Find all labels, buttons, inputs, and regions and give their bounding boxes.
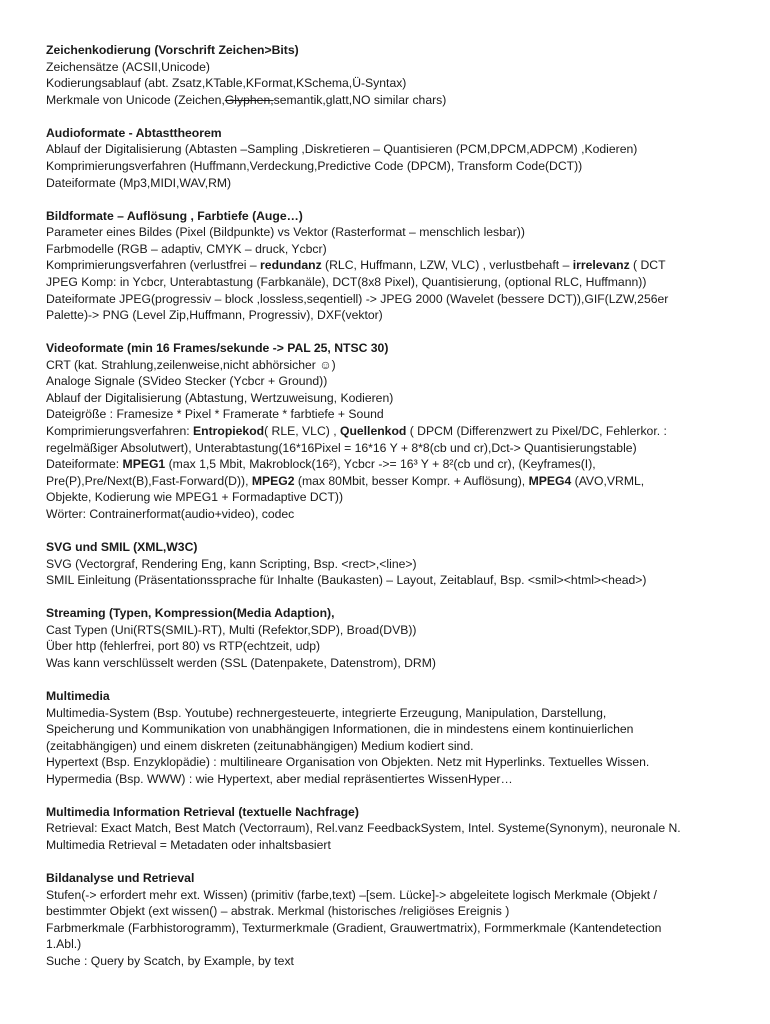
text-line: Ablauf der Digitalisierung (Abtastung, Wertzuweisung, Kodieren) [46,390,394,405]
section-heading: Multimedia Information Retrieval (textuelle Nachfrage) [46,804,359,819]
text-line: Speicherung und Kommunikation von unabhängigen Informationen, die in mindestens einem kontinuierlichen [46,722,634,737]
text-line: CRT (kat. Strahlung,zeilenweise,nicht abhörsicher ☺) [46,357,336,372]
text-line: JPEG Komp: in Ycbcr, Unterabtastung (Farbkanäle), DCT(8x8 Pixel), Quantisierung, (optional RLC, Huffmann)) [46,274,647,289]
section-heading: Bildformate – Auflösung , Farbtiefe (Auge…) [46,208,303,223]
text-line: Dateiformate JPEG(progressiv – block ,lossless,seqentiell) -> JPEG 2000 (Wavelet (bessere DCT)),GIF(LZW,256er [46,291,669,306]
text-line: Multimedia Retrieval = Metadaten oder inhaltsbasiert [46,838,331,853]
text-line: Cast Typen (Uni(RTS(SMIL)-RT), Multi (Refektor,SDP), Broad(DVB)) [46,622,417,637]
section-heading: Bildanalyse und Retrieval [46,871,195,886]
text-span: (max 80Mbit, besser Kompr. + Auflösung), [294,473,529,488]
strikethrough-text: Glyphen, [224,92,274,107]
text-line: Multimedia-System (Bsp. Youtube) rechnergesteuerte, integrierte Erzeugung, Manipulation, Darstellung, [46,705,607,720]
text-span: Dateiformate: [46,457,123,472]
text-span: ( RLE, VLC) , [264,424,340,439]
bold-term: Quellenkod [339,424,407,439]
text-line: Hypermedia (Bsp. WWW) : wie Hypertext, aber medial repräsentiertes WissenHyper… [46,771,513,786]
text-line: (zeitabhängigen) und einem diskreten (zeitunabhängigen) Medium kodiert sind. [46,738,474,753]
text-line: Hypertext (Bsp. Enzyklopädie) : multilineare Organisation von Objekten. Netz mit Hyperlinks. Textuelles Wissen. [46,755,650,770]
section-bildformate [46,208,740,324]
text-span: semantik,glatt,NO similar chars) [273,92,447,107]
section-heading: SVG und SMIL (XML,W3C) [46,540,198,554]
section-audioformate [46,125,740,191]
text-line: Zeichensätze (ACSII,Unicode) [46,59,210,74]
text-line: Wörter: Contrainerformat(audio+video), codec [46,507,295,522]
text-line: Suche : Query by Scatch, by Example, by text [46,954,294,969]
text-line [46,473,740,490]
text-span: Komprimierungsverfahren: [46,424,193,439]
text-line: Palette)-> PNG (Level Zip,Huffmann, Progressiv), DXF(vektor) [46,308,383,323]
text-line: Retrieval: Exact Match, Best Match (Vectorraum), Rel.vanz FeedbackSystem, Intel. Systeme(Synonym), neuronale N. [46,821,681,836]
text-span: ( DPCM (Differenzwert zu Pixel/DC, Fehlerkor. : [406,424,667,439]
bold-term: irrelevanz [572,258,630,273]
bold-term: Entropiekod [193,424,265,439]
text-line: Dateigröße : Framesize * Pixel * Framerate * farbtiefe + Sound [46,407,384,422]
section-streaming [46,605,740,671]
section-videoformate [46,340,740,523]
section-heading: Videoformate (min 16 Frames/sekunde -> PAL 25, NTSC 30) [46,341,389,356]
text-span: (RLC, Huffmann, LZW, VLC) , verlustbehaft – [321,258,573,273]
text-line: 1.Abl.) [46,937,82,952]
text-line: Komprimierungsverfahren (Huffmann,Verdeckung,Predictive Code (DPCM), Transform Code(DCT)) [46,158,583,173]
section-heading: Streaming (Typen, Kompression(Media Adaption), [46,606,335,621]
text-line [46,92,740,109]
bold-term: MPEG1 [122,457,166,472]
text-line: Kodierungsablauf (abt. Zsatz,KTable,KFormat,KSchema,Ü-Syntax) [46,76,407,91]
text-line [46,456,740,473]
bold-term: MPEG2 [251,473,295,488]
text-span: (max 1,5 Mbit, Makroblock(16²), Ycbcr ->= 16³ Y + 8²(cb und cr), (Keyframes(I), [165,457,596,472]
section-information-retrieval [46,804,740,854]
text-line: Dateiformate (Mp3,MIDI,WAV,RM) [46,175,232,190]
section-bildanalyse [46,870,740,970]
text-line: Über http (fehlerfrei, port 80) vs RTP(echtzeit, udp) [46,639,321,654]
section-multimedia [46,688,740,788]
text-line: Stufen(-> erfordert mehr ext. Wissen) (primitiv (farbe,text) –[sem. Lücke]-> abgeleitete logisch Merkmale (Objekt / [46,887,657,902]
section-zeichenkodierung [46,42,740,108]
text-line: regelmäßiger Absolutwert), Unterabtastung(16*16Pixel = 16*16 Y + 8*8(cb und cr),Dct-> Quantisierungstable) [46,440,637,455]
text-line: Farbmerkmale (Farbhistorogramm), Texturmerkmale (Gradient, Grauwertmatrix), Formmerkmale (Kantendetection [46,920,662,935]
text-line: SMIL Einleitung (Präsentationssprache für Inhalte (Baukasten) – Layout, Zeitablauf, Bsp. <smil><html><head>) [46,573,647,588]
section-heading: Audioformate - Abtasttheorem [46,125,222,140]
text-line: Farbmodelle (RGB – adaptiv, CMYK – druck, Ycbcr) [46,241,327,256]
section-heading: Zeichenkodierung (Vorschrift Zeichen>Bits) [46,43,299,57]
text-line [46,257,740,274]
text-span: (AVO,VRML, [571,473,645,488]
text-span: ( DCT [629,258,666,273]
text-line [46,423,740,440]
text-line: Parameter eines Bildes (Pixel (Bildpunkte) vs Vektor (Rasterformat – menschlich lesbar)) [46,225,525,240]
section-svg-smil [46,539,740,589]
text-span: Komprimierungsverfahren (verlustfrei – [46,258,261,273]
text-line: Was kann verschlüsselt werden (SSL (Datenpakete, Datenstrom), DRM) [46,655,436,670]
text-line: Objekte, Kodierung wie MPEG1 + Formadaptive DCT)) [46,490,344,505]
text-span: Pre(P),Pre/Next(B),Fast-Forward(D)), [46,473,252,488]
text-line: Ablauf der Digitalisierung (Abtasten –Sampling ,Diskretieren – Quantisieren (PCM,DPCM,ADPCM) ,Kodieren) [46,142,638,157]
section-heading: Multimedia [46,688,110,703]
text-span: Merkmale von Unicode (Zeichen, [46,92,225,107]
bold-term: MPEG4 [528,473,572,488]
text-line: Analoge Signale (SVideo Stecker (Ycbcr + Ground)) [46,374,328,389]
text-line: SVG (Vectorgraf, Rendering Eng, kann Scripting, Bsp. <rect>,<line>) [46,556,417,571]
text-line: bestimmter Objekt (ext wissen() – abstrak. Merkmal (historisches /religiöses Ereignis ) [46,904,510,919]
bold-term: redundanz [260,258,322,273]
